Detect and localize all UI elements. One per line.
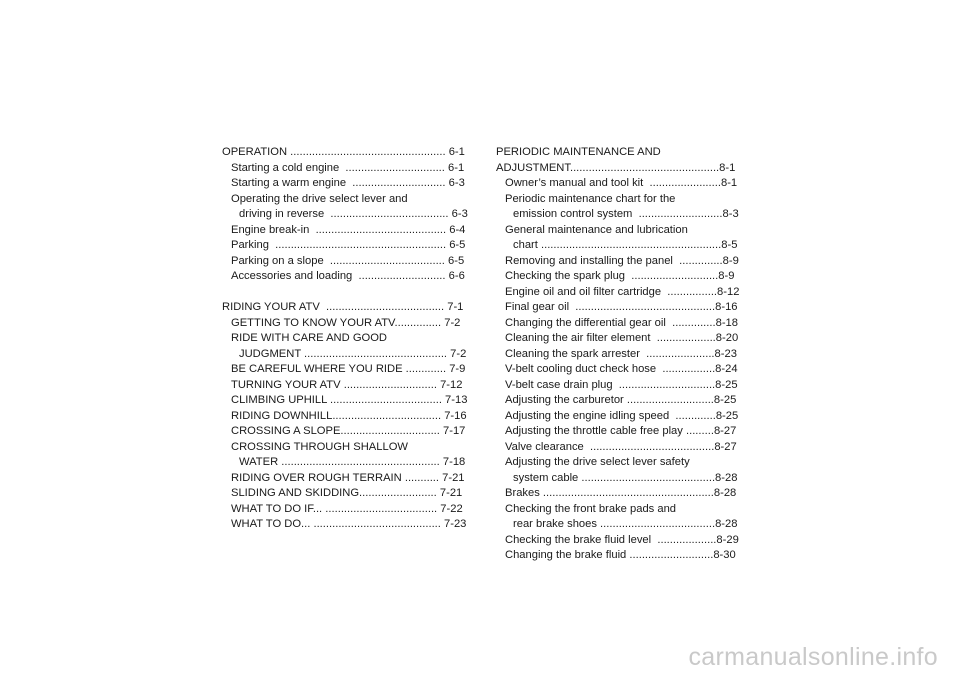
- toc-entry[interactable]: Operating the drive select lever and: [231, 192, 408, 205]
- toc-heading-operation[interactable]: OPERATION .................................................. 6-1: [222, 146, 465, 158]
- toc-entry-continuation[interactable]: system cable ...........................................8-28: [513, 471, 738, 484]
- toc-column-left: [222, 145, 468, 533]
- toc-entry[interactable]: Parking ....................................................... 6-5: [231, 239, 466, 251]
- toc-entry[interactable]: Cleaning the air filter element ...................8-20: [505, 332, 739, 344]
- toc-entry[interactable]: TURNING YOUR ATV .............................. 7-12: [231, 378, 463, 391]
- toc-entry[interactable]: RIDING OVER ROUGH TERRAIN ........... 7-21: [231, 471, 465, 484]
- toc-entry[interactable]: Cleaning the spark arrester ......................8-23: [505, 347, 737, 360]
- toc-entry[interactable]: Adjusting the throttle cable free play .........8-27: [505, 425, 737, 437]
- toc-heading-periodic-maintenance[interactable]: PERIODIC MAINTENANCE AND: [496, 146, 661, 158]
- toc-entry[interactable]: Final gear oil .............................................8-16: [505, 301, 738, 313]
- toc-entry-continuation[interactable]: emission control system ...........................8-3: [513, 208, 739, 220]
- toc-entry[interactable]: Adjusting the engine idling speed .............8-25: [505, 409, 739, 422]
- toc-heading-riding-your-atv[interactable]: RIDING YOUR ATV ...................................... 7-1: [222, 301, 464, 313]
- toc-entry[interactable]: Parking on a slope ..................................... 6-5: [231, 254, 465, 267]
- section-gap: [222, 285, 468, 301]
- toc-entry[interactable]: Owner’s manual and tool kit .......................8-1: [505, 177, 738, 189]
- toc-entry[interactable]: Starting a cold engine ................................ 6-1: [231, 161, 465, 174]
- toc-entry[interactable]: V-belt case drain plug ...............................8-25: [505, 378, 738, 391]
- toc-entry[interactable]: Starting a warm engine .............................. 6-3: [231, 177, 465, 189]
- toc-entry[interactable]: SLIDING AND SKIDDING......................... 7-21: [231, 487, 463, 499]
- toc-entry[interactable]: RIDING DOWNHILL................................... 7-16: [231, 409, 467, 422]
- toc-entry[interactable]: Valve clearance ........................................8-27: [505, 440, 737, 453]
- toc-entry[interactable]: Checking the front brake pads and: [505, 502, 677, 515]
- toc-entry[interactable]: Changing the differential gear oil ..............8-18: [505, 316, 739, 329]
- toc-entry[interactable]: WHAT TO DO... ......................................... 7-23: [231, 518, 467, 530]
- toc-entry[interactable]: GETTING TO KNOW YOUR ATV............... 7-2: [231, 316, 461, 329]
- toc-entry[interactable]: General maintenance and lubrication: [505, 223, 688, 236]
- toc-entry[interactable]: CROSSING A SLOPE................................ 7-17: [231, 425, 466, 437]
- toc-entry[interactable]: Periodic maintenance chart for the: [505, 192, 676, 205]
- toc-entry[interactable]: WHAT TO DO IF... .................................... 7-22: [231, 502, 463, 515]
- toc-entry-continuation[interactable]: driving in reverse ...................................... 6-3: [239, 208, 468, 220]
- toc-entry-continuation[interactable]: rear brake shoes .....................................8-28: [513, 518, 738, 530]
- toc-column-right: [496, 145, 742, 564]
- toc-entry[interactable]: Engine oil and oil filter cartridge ................8-12: [505, 285, 740, 298]
- toc-entry[interactable]: BE CAREFUL WHERE YOU RIDE ............. 7-9: [231, 363, 466, 375]
- toc-entry[interactable]: Checking the brake fluid level ...................8-29: [505, 533, 739, 546]
- toc-entry[interactable]: Removing and installing the panel ..............8-9: [505, 254, 739, 267]
- toc-entry-continuation[interactable]: WATER ................................................... 7-18: [239, 456, 466, 468]
- toc-entry[interactable]: Changing the brake fluid ...........................8-30: [505, 549, 736, 561]
- toc-entry[interactable]: V-belt cooling duct check hose .................8-24: [505, 363, 738, 375]
- toc-entry[interactable]: CROSSING THROUGH SHALLOW: [231, 440, 408, 453]
- toc-entry-continuation[interactable]: JUDGMENT .............................................. 7-2: [239, 347, 467, 360]
- toc-entry[interactable]: Accessories and loading ............................ 6-6: [231, 270, 465, 282]
- toc-entry[interactable]: Checking the spark plug ............................8-9: [505, 270, 735, 282]
- toc-entry[interactable]: Engine break-in .......................................... 6-4: [231, 223, 466, 236]
- watermark: carmanualsonline.info: [688, 643, 938, 671]
- toc-entry[interactable]: Adjusting the drive select lever safety: [505, 456, 690, 468]
- toc-entry[interactable]: Brakes .......................................................8-28: [505, 487, 737, 499]
- toc-heading-periodic-maintenance-cont[interactable]: ADJUSTMENT................................................8-1: [496, 161, 736, 174]
- toc-entry[interactable]: CLIMBING UPHILL .................................... 7-13: [231, 394, 468, 406]
- toc-entry[interactable]: Adjusting the carburetor ............................8-25: [505, 394, 737, 406]
- toc-entry[interactable]: RIDE WITH CARE AND GOOD: [231, 332, 388, 344]
- toc-entry-continuation[interactable]: chart ..........................................................8-5: [513, 239, 738, 251]
